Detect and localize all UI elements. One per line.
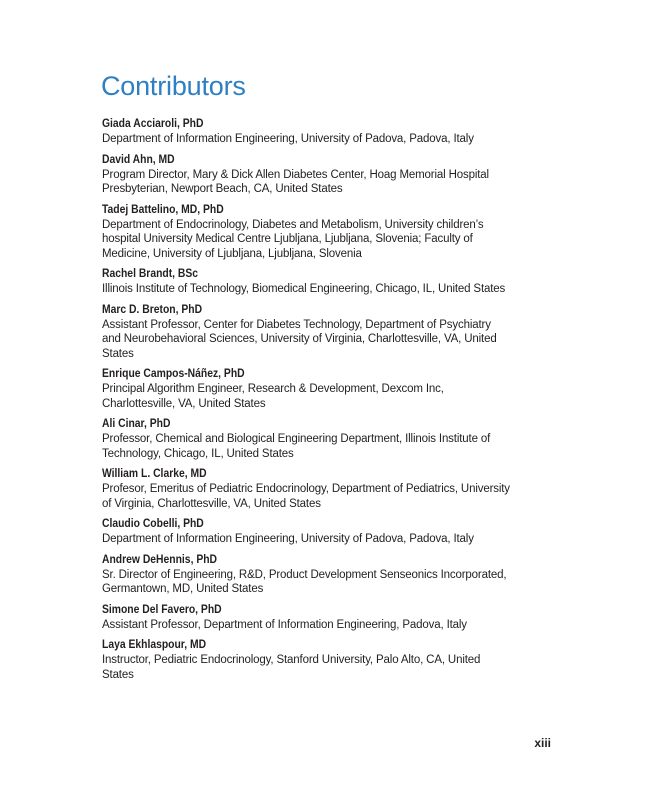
contributor-name: Ali Cinar, PhD — [102, 418, 171, 430]
contributor-affiliation: Department of Information Engineering, University of Padova, Padova, Italy — [102, 133, 474, 145]
contributor-name: Enrique Campos-Náñez, PhD — [102, 368, 245, 380]
contributor-name: Tadej Battelino, MD, PhD — [102, 203, 224, 216]
page-title: Contributors — [101, 71, 246, 101]
contributor-affiliation: Department of Endocrinology, Diabetes and Metabolism, University children’s hospital University Medical Centre Ljubljana, Ljubljana, Slovenia; Faculty of Medicine, University of Ljubljana, Ljubljana, Slovenia — [102, 218, 484, 260]
contributor-name: Laya Ekhlaspour, MD — [102, 639, 207, 651]
contributor-name: William L. Clarke, MD — [102, 468, 207, 480]
contributor-entry — [102, 467, 512, 511]
contributor-name: Giada Acciaroli, PhD — [102, 118, 204, 130]
contributor-name: Rachel Brandt, BSc — [102, 268, 199, 280]
contributor-name: Simone Del Favero, PhD — [102, 603, 222, 616]
contributor-name: Claudio Cobelli, PhD — [102, 518, 204, 530]
contributor-entry — [102, 603, 512, 633]
page-number: xiii — [534, 736, 551, 750]
contributor-entry — [102, 367, 512, 411]
contributor-entry — [102, 153, 512, 197]
contributor-affiliation: Instructor, Pediatric Endocrinology, Stanford University, Palo Alto, CA, United States — [102, 654, 481, 681]
contributor-affiliation: Assistant Professor, Department of Information Engineering, Padova, Italy — [102, 618, 467, 631]
contributor-entry — [102, 517, 512, 547]
contributor-affiliation: Illinois Institute of Technology, Biomedical Engineering, Chicago, IL, United States — [102, 283, 506, 295]
contributor-affiliation: Profesor, Emeritus of Pediatric Endocrinology, Department of Pediatrics, University of Virginia, Charlottesville, VA, United States — [102, 483, 510, 510]
contributor-entry — [102, 267, 512, 297]
contributor-name: Marc D. Breton, PhD — [102, 303, 203, 316]
contributor-affiliation: Sr. Director of Engineering, R&D, Product Development Senseonics Incorporated, Germantown, MD, United States — [102, 568, 507, 595]
contributor-entry — [102, 303, 512, 362]
contributor-name: David Ahn, MD — [102, 153, 175, 166]
contributor-affiliation: Professor, Chemical and Biological Engineering Department, Illinois Institute of Technology, Chicago, IL, United States — [102, 433, 491, 460]
contributor-affiliation: Department of Information Engineering, University of Padova, Padova, Italy — [102, 533, 474, 545]
contributor-entry — [102, 553, 512, 597]
contributor-list — [102, 117, 512, 688]
contributor-entry — [102, 417, 512, 461]
contributor-affiliation: Principal Algorithm Engineer, Research & Development, Dexcom Inc, Charlottesville, VA, United States — [102, 383, 444, 410]
contributor-entry — [102, 638, 512, 682]
contributor-name: Andrew DeHennis, PhD — [102, 553, 218, 566]
contributor-entry — [102, 203, 512, 262]
contributor-entry — [102, 117, 512, 147]
contributor-affiliation: Program Director, Mary & Dick Allen Diabetes Center, Hoag Memorial Hospital Presbyterian, Newport Beach, CA, United States — [102, 168, 489, 195]
contributor-affiliation: Assistant Professor, Center for Diabetes Technology, Department of Psychiatry and Neurobehavioral Sciences, University of Virginia, Charlottesville, VA, United States — [102, 318, 497, 360]
